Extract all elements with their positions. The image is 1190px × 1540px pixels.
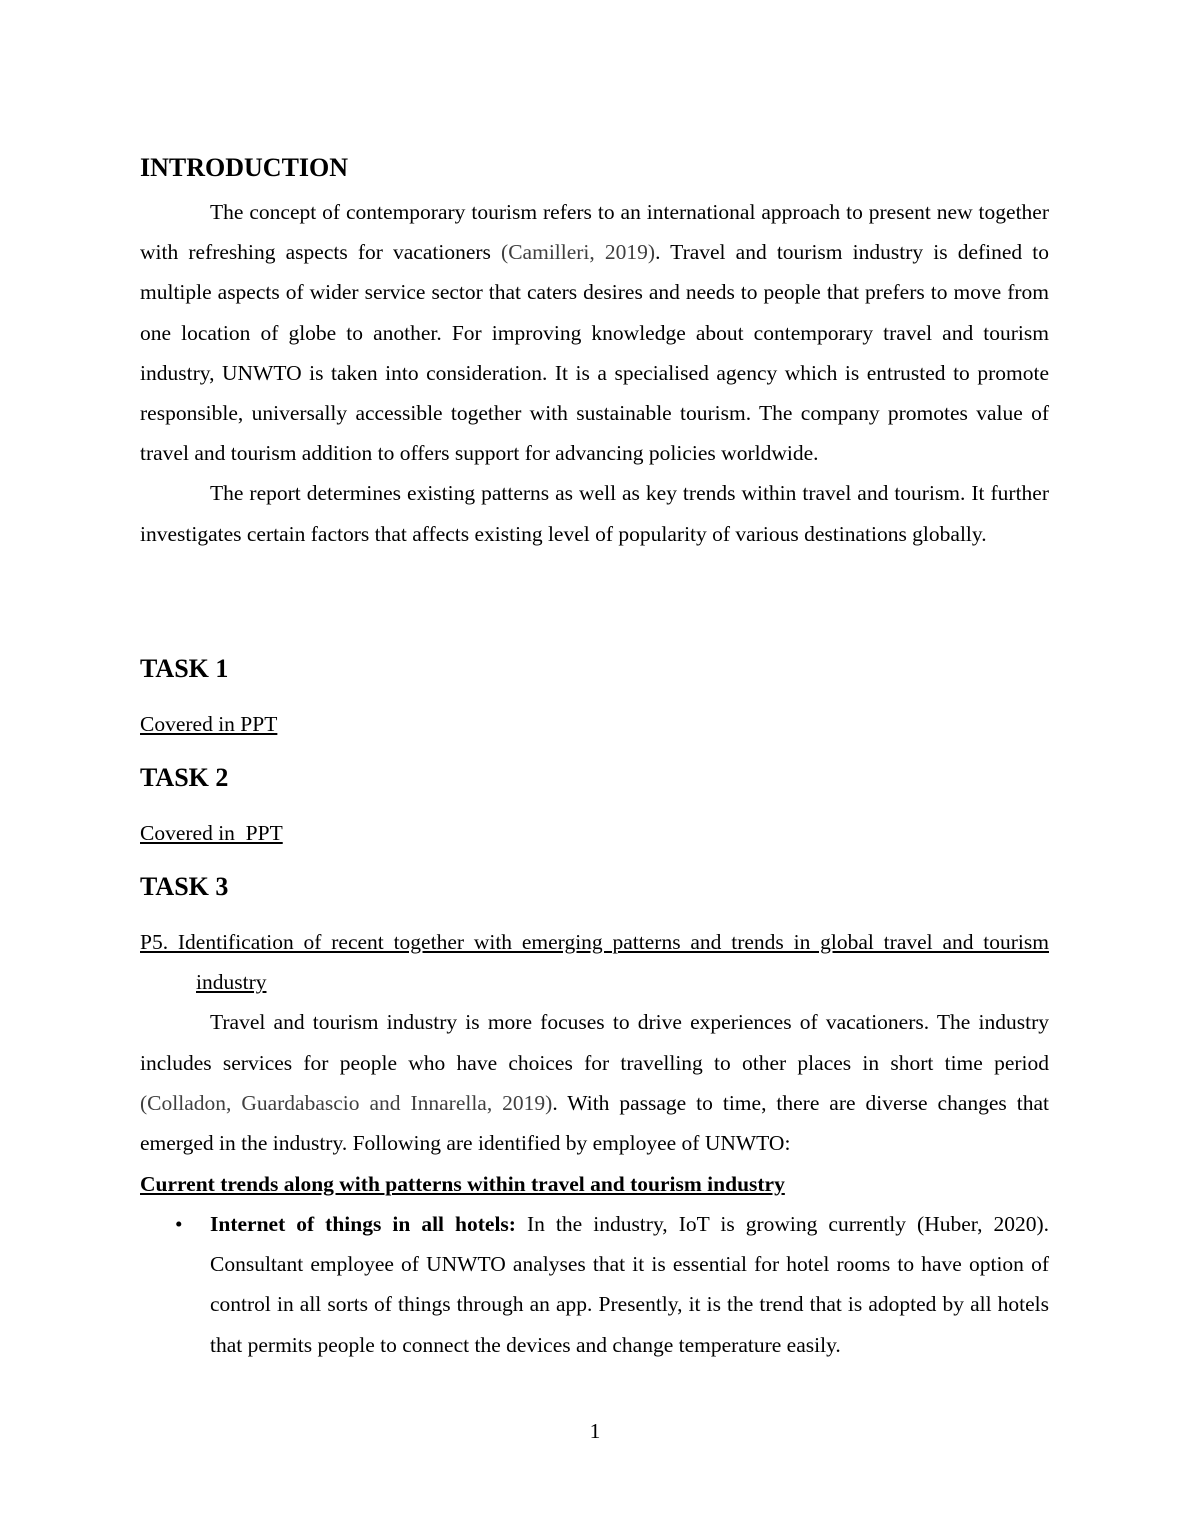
task1-heading: TASK 1: [140, 654, 229, 683]
task2-note-row: [140, 818, 1049, 848]
task2-section: [140, 763, 1049, 793]
task3-body: [140, 922, 1049, 1163]
trends-heading-row: [140, 1169, 1049, 1199]
introduction-paragraph-1: [140, 192, 1049, 473]
intro-p1-start: The concept of contemporary tourism refers to an international approach to present new together with refreshing aspects for vacationers: [140, 200, 1049, 265]
introduction-section: [140, 153, 1049, 183]
task3-heading: TASK 3: [140, 872, 229, 901]
introduction-paragraphs: [140, 192, 1049, 554]
trend-text: In the industry, IoT is growing currently (Huber, 2020). Consultant employee of UNWTO analyses that it is essential for hotel rooms to have option of control in all sorts of things through an app. Presently, it is the trend that is adopted by all hotels that permits people to connect the devices and change temperature easily.: [210, 1212, 1050, 1357]
citation-colladon: (Colladon, Guardabascio and Innarella, 2019): [140, 1090, 553, 1115]
introduction-heading: INTRODUCTION: [140, 153, 349, 182]
task2-covered-note: Covered in PPT: [140, 821, 283, 845]
page-number: 1: [589, 1419, 601, 1443]
citation-camilleri: (Camilleri, 2019): [501, 240, 656, 265]
bullet-icon: •: [175, 1212, 183, 1236]
list-item: [140, 1204, 1049, 1365]
p5-subheading: P5. Identification of recent together with emerging patterns and trends in global travel and tourism industry: [140, 930, 1049, 995]
intro-p1-end: . Travel and tourism industry is defined to multiple aspects of wider service sector that caters desires and needs to people that prefers to move from one location of globe to another. For improving knowledge about contemporary travel and tourism industry, UNWTO is taken into consideration. It is a specialised agency which is entrusted to promote responsible, universally accessible together with sustainable tourism. The company promotes value of travel and tourism addition to offers support for advancing policies worldwide.: [140, 240, 1050, 466]
task1-note-row: [140, 709, 1049, 739]
trends-list-block: [140, 1204, 1049, 1365]
trends-list: [140, 1204, 1049, 1365]
task3-section: [140, 872, 1049, 902]
task3-paragraph: [140, 1002, 1049, 1163]
trend-term: Internet of things in all hotels:: [210, 1212, 516, 1236]
task1-covered-note: Covered in PPT: [140, 712, 278, 736]
introduction-paragraph-2: The report determines existing patterns as well as key trends within travel and tourism. It further investigates certain factors that affects existing level of popularity of various destinations globally.: [140, 481, 1049, 546]
task3-p-start: Travel and tourism industry is more focuses to drive experiences of vacationers. The industry includes services for people who have choices for travelling to other places in short time period: [140, 1010, 1049, 1075]
task2-heading: TASK 2: [140, 763, 229, 792]
task3-p-end: . With passage to time, there are diverse changes that emerged in the industry. Following are identified by employee of UNWTO:: [140, 1090, 1049, 1156]
task1-section: [140, 654, 1049, 684]
trends-heading: Current trends along with patterns within travel and tourism industry: [140, 1172, 785, 1196]
